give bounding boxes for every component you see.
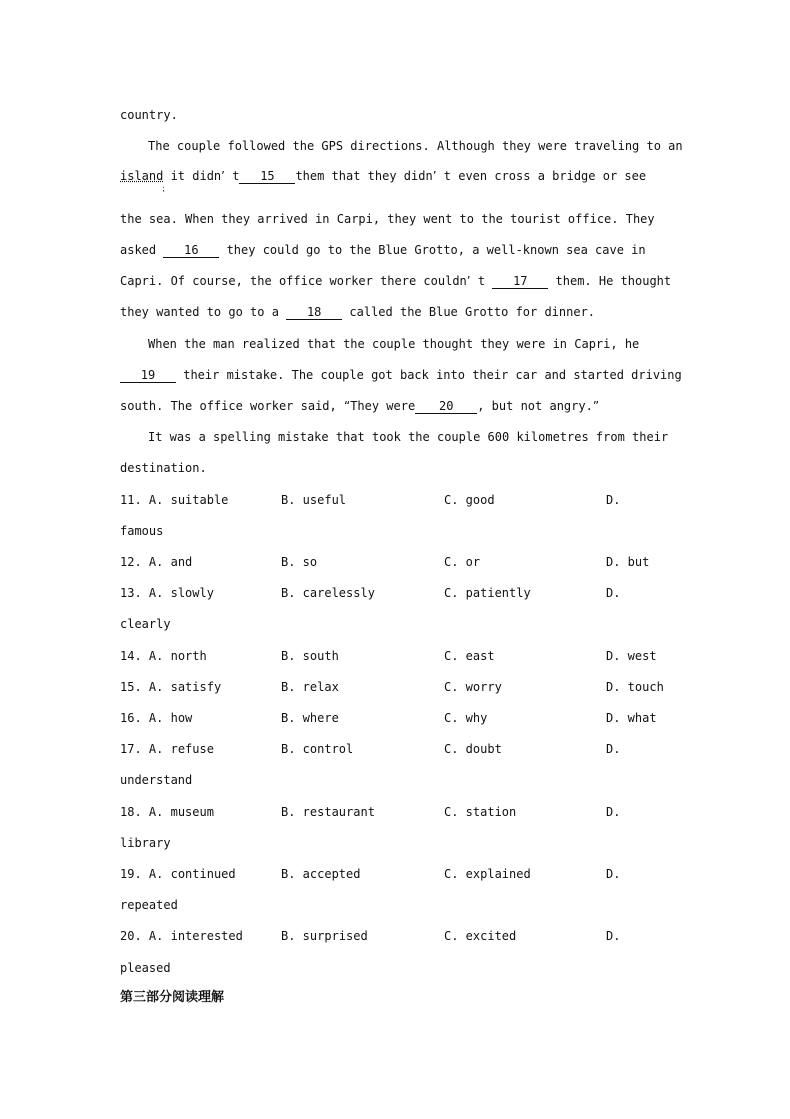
option-a[interactable]: A. slowly (148, 586, 214, 600)
option-b[interactable]: B. useful (281, 493, 347, 507)
comma-mark: ⁏ (162, 184, 165, 193)
option-a[interactable]: A. north (148, 649, 207, 663)
option-c[interactable]: C. worry (444, 680, 502, 694)
option-c[interactable]: C. explained (444, 867, 531, 881)
option-d-text[interactable]: clearly (120, 617, 171, 631)
option-d-text[interactable]: famous (120, 524, 164, 538)
option-c[interactable]: C. doubt (444, 742, 502, 756)
option-b[interactable]: B. where (281, 711, 339, 725)
option-d[interactable]: D. (606, 867, 621, 881)
blank-17[interactable]: 17 (492, 274, 548, 289)
passage-line: Capri. Of course, the office worker there couldn’ t 17 them. He thought (120, 274, 672, 288)
option-b[interactable]: B. accepted (281, 867, 361, 881)
option-b[interactable]: B. relax (281, 680, 339, 694)
option-d[interactable]: D. (606, 805, 621, 819)
blank-19[interactable]: 19 (120, 368, 176, 383)
passage-line: asked 16 they could go to the Blue Grotto, a well-known sea cave in (120, 243, 646, 257)
option-d[interactable]: D. (606, 929, 621, 943)
option-b[interactable]: B. restaurant (281, 805, 375, 819)
option-d-text[interactable]: pleased (120, 961, 171, 975)
option-a[interactable]: A. interested (148, 929, 243, 943)
passage-line: country. (120, 108, 178, 122)
passage-line: island it didn’ t 15 them that they didn’ t even cross a bridge or see (120, 169, 647, 183)
option-d[interactable]: D. (606, 586, 621, 600)
passage-line: the sea. When they arrived in Carpi, they went to the tourist office. They (120, 212, 655, 226)
option-d[interactable]: D. what (606, 711, 657, 725)
option-d[interactable]: D. but (606, 555, 650, 569)
passage-line: they wanted to go to a 18 called the Blue Grotto for dinner. (120, 305, 596, 319)
section-heading: 第三部分阅读理解 (120, 990, 225, 1005)
option-b[interactable]: B. south (281, 649, 339, 663)
option-a[interactable]: A. suitable (148, 493, 229, 507)
blank-16[interactable]: 16 (163, 243, 219, 258)
option-a[interactable]: A. satisfy (148, 680, 222, 694)
option-d[interactable]: D. (606, 493, 621, 507)
passage-line: south. The office worker said, “They were 20 , but not angry.” (120, 399, 600, 413)
blank-20[interactable]: 20 (415, 399, 477, 414)
passage-line: It was a spelling mistake that took the couple 600 kilometres from their (148, 430, 669, 444)
option-a[interactable]: A. museum (148, 805, 214, 819)
option-d[interactable]: D. (606, 742, 621, 756)
passage-line: destination. (120, 461, 207, 475)
passage-line: 19 their mistake. The couple got back into their car and started driving (120, 367, 680, 383)
option-c[interactable]: C. east (444, 649, 495, 663)
option-c[interactable]: C. good (444, 493, 495, 507)
option-a[interactable]: A. continued (148, 867, 236, 881)
option-a[interactable]: A. how (148, 711, 193, 725)
option-a[interactable]: A. refuse (148, 742, 214, 756)
option-c[interactable]: C. excited (444, 929, 517, 943)
document-page: country. The couple followed the GPS directions. Although they were traveling to an island it didn’ t 15 them that they didn’ t even cross a bridge or see ⁏ the sea. When they arrived in Carpi, they went to the tourist office. They asked 16 they could go to the Blue Grotto, a well-known sea cave in Capri. Of course, the office worker there couldn’ t 17 them. He thought they wanted to go to a 18 called the Blue Grotto for dinner. When the man realized that the couple thought they were in Capri, he 19 their mistake. The couple got back into their car and started driving south. The office worker said, “They were 20 , but not angry.” It was a spelling mistake that took the couple 600 kilometres from their destination. 11. A. suitable B. useful C. good D. famous 12. A. and B. so C. or D. but 13. A. slowly B. carelessly C. patiently D. clearly 14. A. north B. south C. east D. west 15. A. satisfy B. relax C. worry D. touch 16. A. how B. where C. why D. what 17. A. refuse B. control C. doubt D. understand 18. A. museum B. restaurant C. station D. library 19. A. continued B. accepted C. explained D. repeated 20. A. interested B. surprised C. excited D. pleased 第三部分阅读理解 (0, 0, 790, 1119)
passage-line: The couple followed the GPS directions. Although they were traveling to an (148, 139, 683, 153)
option-c[interactable]: C. patiently (444, 586, 531, 600)
blank-15[interactable]: 15 (239, 169, 295, 184)
passage-line: When the man realized that the couple thought they were in Capri, he (148, 337, 640, 351)
option-b[interactable]: B. control (281, 742, 354, 756)
option-a[interactable]: A. and (148, 555, 193, 569)
option-c[interactable]: C. station (444, 805, 517, 819)
option-d[interactable]: D. touch (606, 680, 664, 694)
option-d-text[interactable]: understand (120, 773, 193, 787)
option-c[interactable]: C. or (444, 555, 481, 569)
option-b[interactable]: B. carelessly (281, 586, 375, 600)
option-d-text[interactable]: library (120, 836, 171, 850)
blank-18[interactable]: 18 (286, 305, 342, 320)
option-d-text[interactable]: repeated (120, 898, 178, 912)
option-c[interactable]: C. why (444, 711, 488, 725)
option-b[interactable]: B. so (281, 555, 318, 569)
option-d[interactable]: D. west (606, 649, 657, 663)
option-b[interactable]: B. surprised (281, 929, 368, 943)
